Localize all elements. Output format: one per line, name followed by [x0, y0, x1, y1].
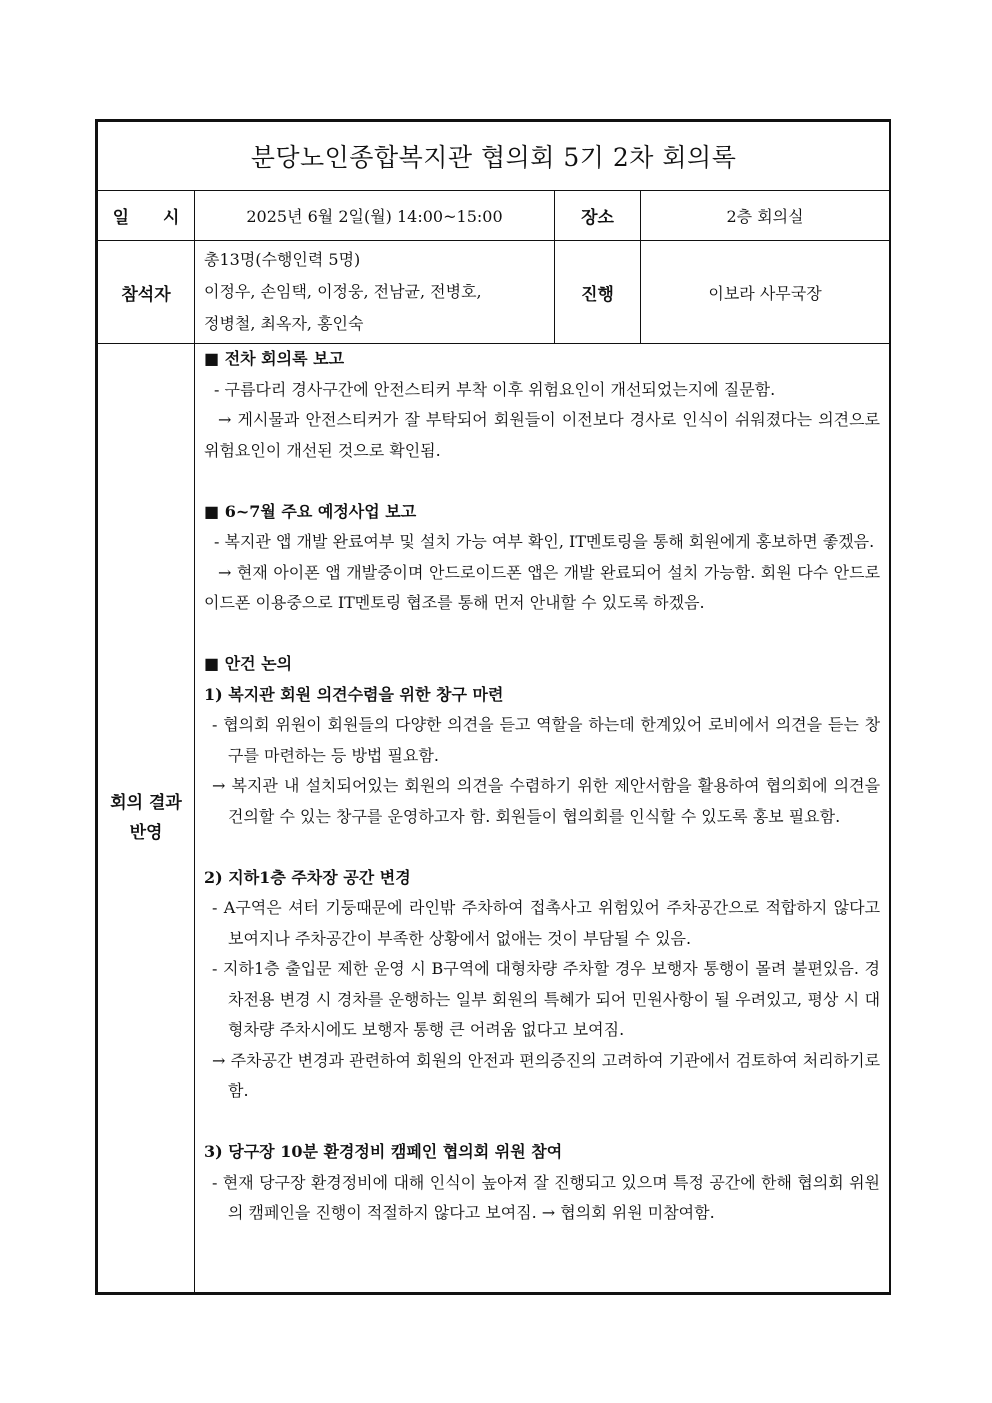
section-heading: ■ 전차 회의록 보고 [204, 349, 345, 368]
content-line: - 협의회 위원이 회원들의 다양한 의견을 듣고 역할을 하는데 한계있어 로비에서 의견을 듣는 창구를 마련하는 등 방법 필요함. [212, 715, 881, 765]
attendees-value [195, 241, 555, 344]
place-value: 2층 회의실 [641, 191, 890, 241]
content-line: → 주차공간 변경과 관련하여 회원의 안전과 편의증진의 고려하여 기관에서 검토하여 처리하기로 함. [212, 1050, 881, 1100]
attendees-line: 이정우, 손임택, 이정웅, 전남균, 전병호, [204, 282, 482, 301]
attendees-line: 총13명(수행인력 5명) [204, 250, 361, 269]
minutes-form [95, 119, 891, 1295]
section-heading: ■ 6~7월 주요 예정사업 보고 [204, 501, 417, 521]
content-line: - 지하1층 출입문 제한 운영 시 B구역에 대형차량 주차할 경우 보행자 통행이 몰려 불편있음. 경차전용 변경 시 경차를 운행하는 일부 회원의 특혜가 되어 민원사항이 될 우려있고, 평상 시 대형차량 주차시에도 보행자 통행 큰 어려움 없다고 보여짐. [212, 959, 881, 1039]
content-line: - 현재 당구장 환경정비에 대해 인식이 높아져 잘 진행되고 있으며 특정 공간에 한해 협의회 위원의 캠페인을 진행이 적절하지 않다고 보여짐. → 협의회 위원 미참여함. [212, 1172, 881, 1222]
section-heading: ■ 안건 논의 [204, 654, 293, 673]
date-value: 2025년 6월 2일(월) 14:00~15:00 [195, 191, 555, 241]
attendees-line: 정병철, 최옥자, 홍인숙 [204, 314, 364, 333]
date-label: 일 시 [98, 191, 195, 241]
place-label: 장소 [555, 191, 641, 241]
host-value: 이보라 사무국장 [641, 241, 890, 344]
content-line: - 복지관 앱 개발 완료여부 및 설치 가능 여부 확인, IT멘토링을 통해 회원에게 홍보하면 좋겠음. [214, 532, 875, 551]
agenda-heading: 1) 복지관 회원 의견수렴을 위한 창구 마련 [204, 684, 504, 704]
content-line: → 복지관 내 설치되어있는 회원의 의견을 수렴하기 위한 제안서함을 활용하여 협의회에 의견을 건의할 수 있는 창구를 운영하고자 함. 회원들이 협의회를 인식할 수 있도록 홍보 필요함. [212, 776, 881, 826]
minutes-table [97, 121, 890, 1293]
attendees-label: 참석자 [98, 241, 195, 344]
results-label [98, 344, 195, 1293]
host-label: 진행 [555, 241, 641, 344]
content-line: → 게시물과 안전스티커가 잘 부탁되어 회원들이 이전보다 경사로 인식이 쉬워졌다는 의견으로 위험요인이 개선된 것으로 확인됨. [204, 410, 881, 460]
content-line: - A구역은 셔터 기둥때문에 라인밖 주차하여 접촉사고 위험있어 주차공간으로 적합하지 않다고 보여지나 주차공간이 부족한 상황에서 없애는 것이 부담될 수 있음. [212, 898, 881, 948]
results-label-line: 반영 [129, 823, 163, 843]
results-content [195, 344, 890, 1293]
agenda-heading: 3) 당구장 10분 환경정비 캠페인 협의회 위원 참여 [204, 1142, 563, 1161]
results-label-line: 회의 결과 [110, 793, 182, 813]
content-line: - 구름다리 경사구간에 안전스티커 부착 이후 위험요인이 개선되었는지에 질문함. [214, 379, 776, 399]
document-title: 분당노인종합복지관 협의회 5기 2차 회의록 [98, 122, 890, 191]
content-line: → 현재 아이폰 앱 개발중이며 안드로이드폰 앱은 개발 완료되어 설치 가능함. 회원 다수 안드로이드폰 이용중으로 IT멘토링 협조를 통해 먼저 안내할 수 있도록 하겠음. [204, 562, 881, 612]
agenda-heading: 2) 지하1층 주차장 공간 변경 [204, 867, 411, 887]
